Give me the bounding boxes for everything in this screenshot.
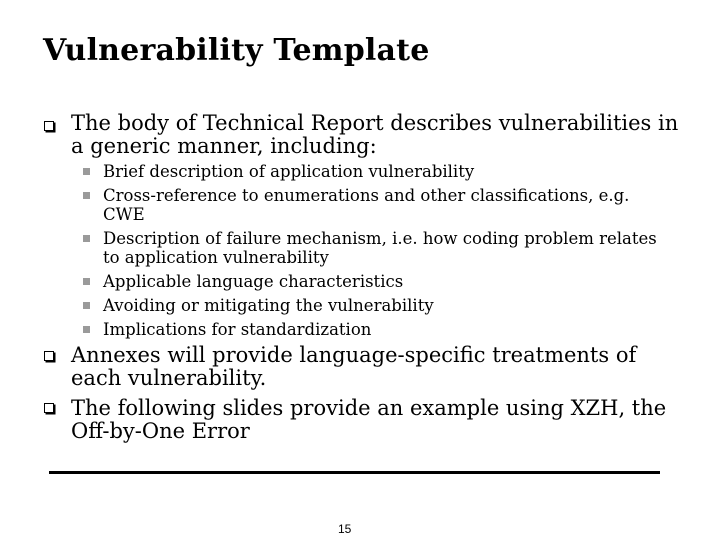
square-bullet-icon bbox=[83, 302, 90, 309]
hollow-square-bullet-icon bbox=[44, 121, 54, 131]
bullet-text-3: The following slides provide an example using XZH, the Off-by-One Error bbox=[71, 396, 667, 443]
subitem-text-2: Cross-reference to enumerations and other classifications, e.g. CWE bbox=[103, 186, 630, 224]
square-bullet-icon bbox=[83, 168, 90, 175]
subitem-text-3: Description of failure mechanism, i.e. how coding problem relates to application vulnerability bbox=[103, 229, 657, 267]
square-bullet-icon bbox=[83, 326, 90, 333]
subitem-text-5: Avoiding or mitigating the vulnerability bbox=[103, 296, 434, 315]
square-bullet-icon bbox=[83, 278, 90, 285]
hollow-square-bullet-icon bbox=[44, 351, 54, 361]
square-bullet-icon bbox=[83, 235, 90, 242]
bullet-text-1: The body of Technical Report describes vulnerabilities in a generic manner, including: bbox=[71, 111, 679, 158]
subitem-text-4: Applicable language characteristics bbox=[103, 272, 404, 291]
slide-title: Vulnerability Template bbox=[43, 33, 430, 68]
page-number: 15 bbox=[338, 522, 352, 536]
hollow-square-bullet-icon bbox=[44, 403, 54, 413]
square-bullet-icon bbox=[83, 192, 90, 199]
footer-divider bbox=[49, 471, 660, 474]
bullet-text-2: Annexes will provide language-specific treatments of each vulnerability. bbox=[71, 343, 637, 390]
subitem-text-1: Brief description of application vulnerability bbox=[103, 162, 475, 181]
subitem-text-6: Implications for standardization bbox=[103, 320, 372, 339]
